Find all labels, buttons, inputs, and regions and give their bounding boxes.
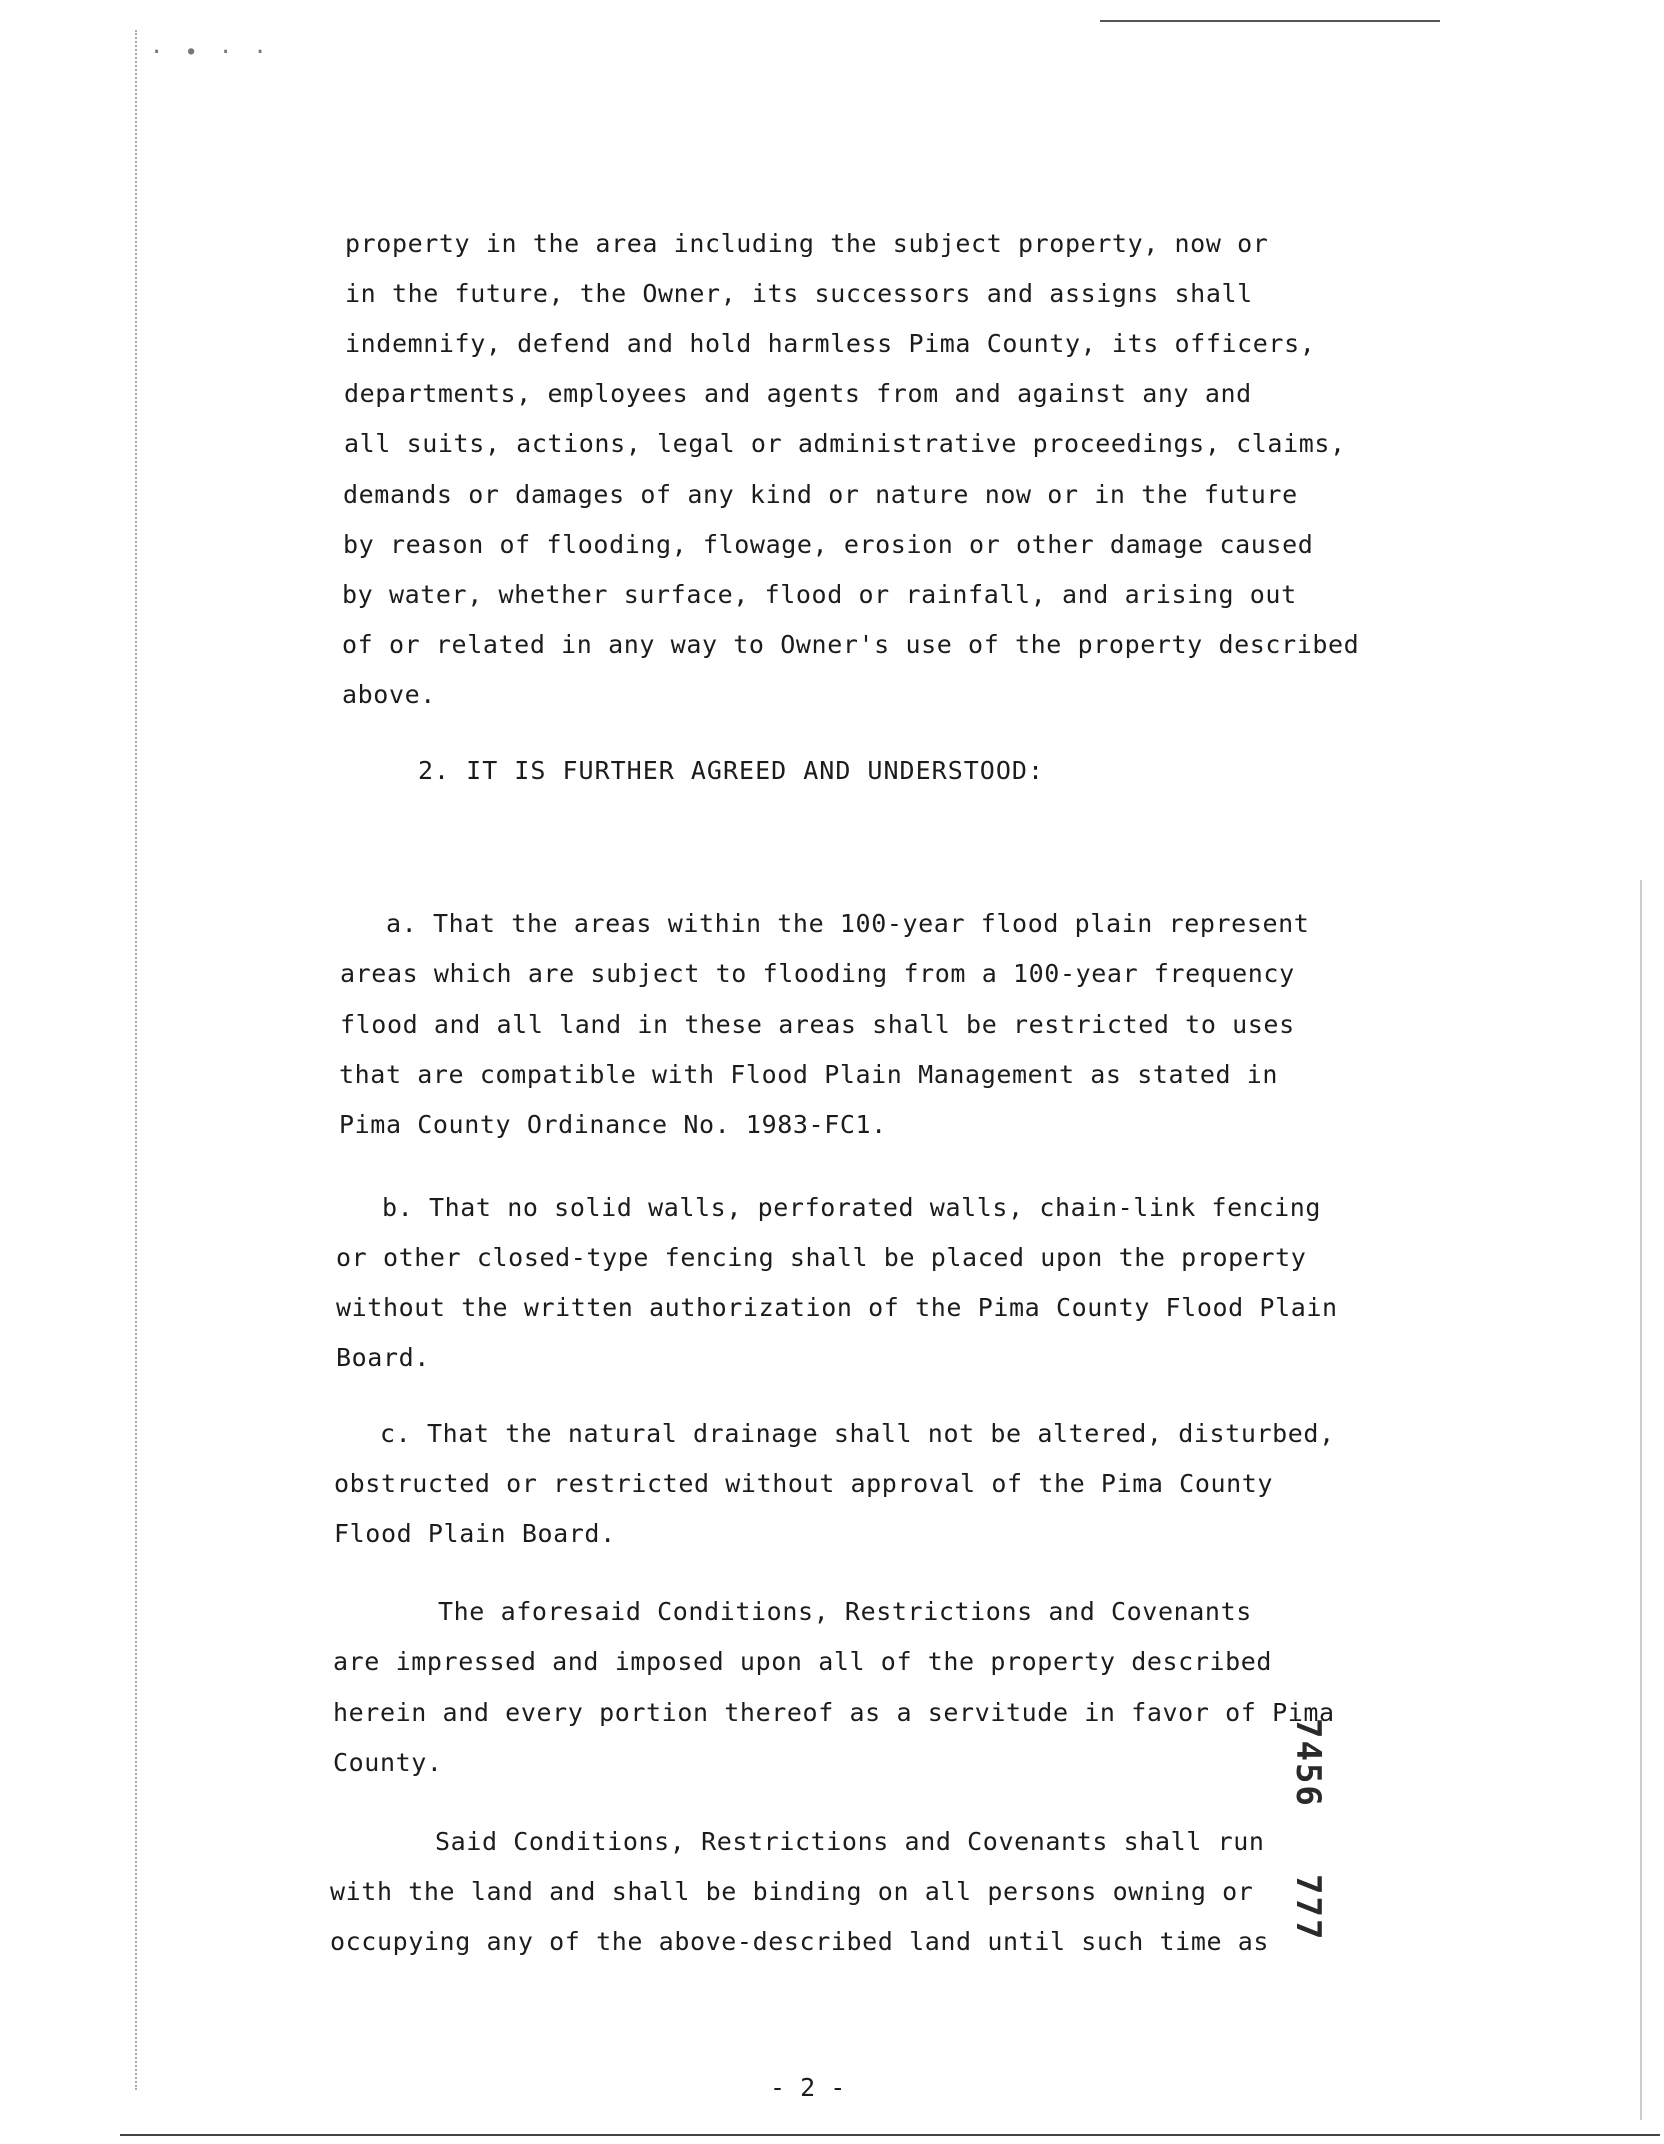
- text-line: Flood Plain Board.: [334, 1519, 616, 1548]
- text-line: occupying any of the above-described land until such time as: [330, 1927, 1270, 1956]
- page-number: - 2 -: [770, 2073, 846, 2102]
- page-stamp: 777: [1288, 1874, 1328, 1942]
- text-line: without the written authorization of the Pima County Flood Plain: [336, 1293, 1338, 1322]
- right-edge-line: [1640, 880, 1642, 2120]
- text-line: c. That the natural drainage shall not be altered, disturbed,: [380, 1419, 1335, 1448]
- text-line: demands or damages of any kind or nature now or in the future: [343, 480, 1298, 509]
- section-heading-text: 2. IT IS FURTHER AGREED AND UNDERSTOOD:: [418, 756, 1044, 785]
- text-line: b. That no solid walls, perforated walls, chain-link fencing: [382, 1193, 1322, 1222]
- corner-specks: · ∙ · ·: [150, 40, 271, 65]
- text-line: by water, whether surface, flood or rainfall, and arising out: [342, 580, 1297, 609]
- text-line: in the future, the Owner, its successors and assigns shall: [345, 279, 1253, 308]
- text-line: herein and every portion thereof as a servitude in favor of Pima: [333, 1698, 1335, 1727]
- text-line: obstructed or restricted without approval of the Pima County: [334, 1469, 1274, 1498]
- text-line: County.: [333, 1748, 443, 1777]
- text-line: Board.: [336, 1343, 430, 1372]
- left-margin-specks: [135, 30, 137, 2090]
- text-line: The aforesaid Conditions, Restrictions and Covenants: [438, 1597, 1252, 1626]
- text-line: all suits, actions, legal or administrative proceedings, claims,: [344, 429, 1346, 458]
- text-line: departments, employees and agents from and against any and: [344, 379, 1252, 408]
- text-line: are impressed and imposed upon all of the property described: [333, 1647, 1273, 1676]
- bottom-rule: [120, 2134, 1660, 2136]
- text-line: a. That the areas within the 100-year flood plain represent: [386, 909, 1310, 938]
- text-line: indemnify, defend and hold harmless Pima County, its officers,: [345, 329, 1316, 358]
- text-line: Pima County Ordinance No. 1983-FC1.: [339, 1110, 887, 1139]
- text-line: property in the area including the subject property, now or: [345, 229, 1269, 258]
- text-line: of or related in any way to Owner's use of the property described: [342, 630, 1360, 659]
- text-line: or other closed-type fencing shall be placed upon the property: [336, 1243, 1307, 1272]
- text-line: above.: [342, 680, 436, 709]
- text-line: with the land and shall be binding on all persons owning or: [330, 1877, 1254, 1906]
- text-line: that are compatible with Flood Plain Management as stated in: [339, 1060, 1279, 1089]
- text-line: areas which are subject to flooding from a 100-year frequency: [340, 959, 1295, 988]
- docket-stamp: 7456: [1288, 1718, 1328, 1808]
- top-rule: [1100, 20, 1440, 22]
- text-line: flood and all land in these areas shall be restricted to uses: [340, 1010, 1295, 1039]
- text-line: by reason of flooding, flowage, erosion or other damage caused: [343, 530, 1314, 559]
- text-line: Said Conditions, Restrictions and Covenants shall run: [435, 1827, 1265, 1856]
